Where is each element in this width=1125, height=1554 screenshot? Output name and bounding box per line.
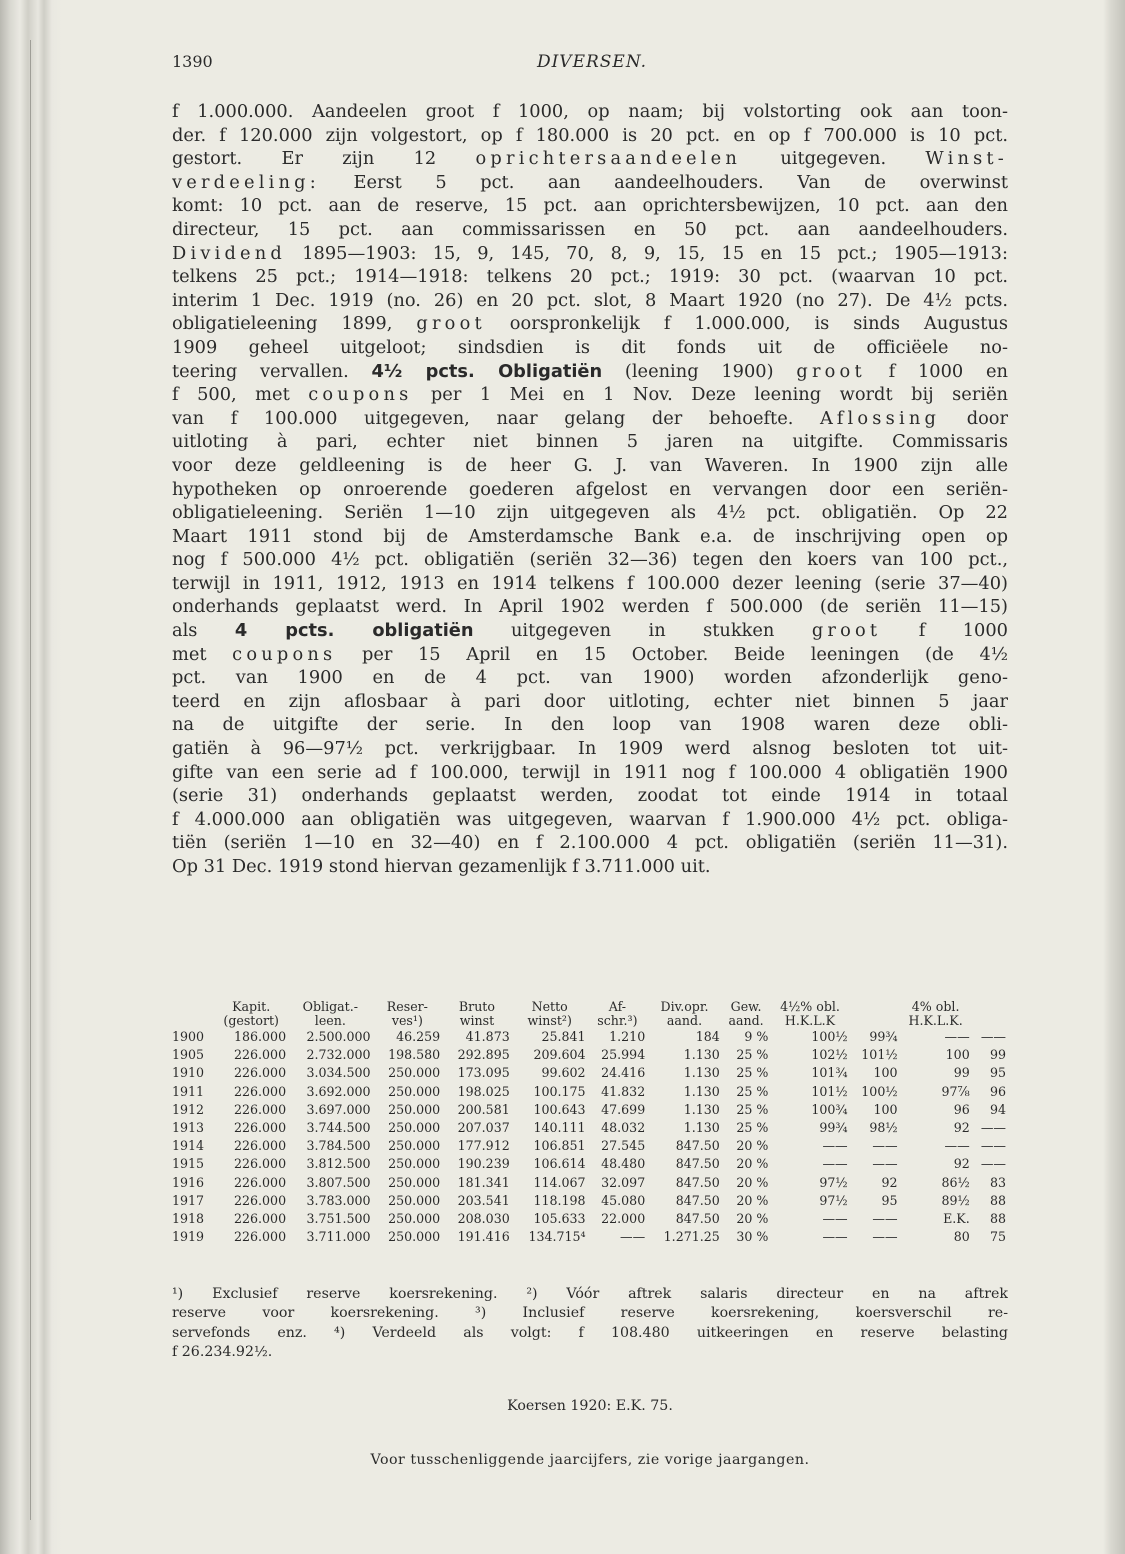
- text-run: f 4.000.000 aan obligatiën was uitgegeven, waarvan f 1.900.000 4½ pct. obliga-: [172, 808, 1008, 830]
- table-cell: 3.034.500: [306, 1065, 371, 1081]
- text-run: teerd en zijn aflosbaar à pari door uitloting, echter niet binnen 5 jaar: [172, 690, 1008, 712]
- table-cell: ——: [822, 1156, 848, 1172]
- text-run: obligatieleening. Seriën 1—10 zijn uitgegeven als 4½ pct. obligatiën. Op 22: [172, 502, 1008, 524]
- table-cell: 100: [945, 1047, 970, 1063]
- bold-term: 4½ pcts. Obligatiën: [371, 360, 603, 382]
- table-row: [172, 1228, 1008, 1246]
- year-cell: 1919: [172, 1229, 205, 1245]
- text-run: terwijl in 1911, 1912, 1913 en 1914 telkens f 100.000 dezer leening (serie 37—40): [172, 572, 1008, 594]
- table-cell: 20 %: [736, 1192, 769, 1208]
- table-cell: 25.841: [541, 1029, 586, 1044]
- table-cell: ——: [872, 1229, 898, 1245]
- text-line: [172, 761, 1008, 785]
- text-run: als: [172, 620, 235, 642]
- table-row: [172, 1083, 1008, 1101]
- year-cell: 1916: [172, 1174, 205, 1190]
- table-cell: 847.50: [675, 1174, 720, 1190]
- table-cell: 102½: [811, 1047, 848, 1063]
- column-header: [172, 1000, 214, 1014]
- table-cell: 20 %: [736, 1156, 769, 1172]
- table-row: [172, 1137, 1008, 1155]
- table-cell: 96: [989, 1083, 1006, 1099]
- column-header: Bruto: [458, 999, 495, 1014]
- table-cell: 1.130: [683, 1120, 720, 1136]
- table-cell: 200.581: [457, 1101, 510, 1117]
- table-cell: 847.50: [675, 1211, 720, 1227]
- year-cell: 1913: [172, 1120, 205, 1136]
- text-run: gatiën à 96—97½ pct. verkrijgbaar. In 1909 werd alsnog besloten tot uit-: [172, 738, 1008, 760]
- table-cell: 1.130: [683, 1083, 720, 1099]
- text-line: [172, 501, 1008, 525]
- column-header: Af-: [608, 999, 627, 1014]
- table-cell: 2.732.000: [306, 1047, 371, 1063]
- text-run: gifte van een serie ad f 100.000, terwijl in 1911 nog f 100.000 4 obligatiën 1900: [172, 761, 1008, 783]
- text-line: [172, 100, 1008, 124]
- table-cell: 114.067: [533, 1174, 586, 1190]
- text-run: obligatieleening 1899,: [172, 313, 417, 335]
- table-cell: 32.097: [601, 1174, 646, 1190]
- text-line: [172, 713, 1008, 737]
- column-header: aand.: [728, 1013, 764, 1028]
- table-cell: 3.697.000: [306, 1101, 371, 1117]
- table-cell: 250.000: [388, 1065, 441, 1081]
- text-line: [172, 666, 1008, 690]
- table-cell: 101½: [811, 1083, 848, 1099]
- text-run: voor deze geldleening is de heer G. J. van Waveren. In 1900 zijn alle: [172, 454, 1008, 476]
- table-cell: 226.000: [234, 1065, 287, 1081]
- spaced-term: coupons: [308, 384, 413, 406]
- table-cell: 89½: [941, 1192, 970, 1208]
- column-header: 4½% obl.: [780, 999, 840, 1014]
- footer-note: Voor tusschenliggende jaarcijfers, zie vorige jaargangen.: [370, 1452, 810, 1468]
- text-line: [172, 548, 1008, 572]
- text-line: [172, 737, 1008, 761]
- table-cell: 292.895: [457, 1047, 510, 1063]
- table-cell: 25 %: [736, 1101, 769, 1117]
- table-cell: 100½: [861, 1083, 898, 1099]
- table-cell: ——: [822, 1138, 848, 1154]
- table-cell: ——: [620, 1229, 646, 1245]
- table-cell: ——: [822, 1211, 848, 1227]
- table-cell: 207.037: [457, 1120, 510, 1136]
- table-cell: 88: [989, 1211, 1006, 1227]
- table-cell: 203.541: [457, 1192, 510, 1208]
- spaced-term: Aflossing: [820, 407, 941, 429]
- text-run: f 1000 en: [865, 360, 1008, 382]
- table-cell: 250.000: [388, 1229, 441, 1245]
- text-run: (serie 31) onderhands geplaatst werden, zoodat tot einde 1914 in totaal: [172, 785, 1008, 807]
- text-line: [172, 147, 1008, 171]
- table-cell: 83: [989, 1174, 1006, 1190]
- table-cell: 1.130: [683, 1101, 720, 1117]
- table-cell: 118.198: [533, 1192, 586, 1208]
- table-cell: 134.715⁴: [528, 1229, 586, 1245]
- table-cell: 99¾: [869, 1029, 898, 1044]
- footnote-line: servefonds enz. ⁴) Verdeeld als volgt: f 108.480 uitkeeringen en reserve belasting: [172, 1324, 1008, 1341]
- table-cell: 25.994: [601, 1047, 646, 1063]
- table-row: [172, 1192, 1008, 1210]
- table-cell: 198.580: [388, 1047, 441, 1063]
- table-cell: 25 %: [736, 1120, 769, 1136]
- table-cell: 181.341: [457, 1174, 510, 1190]
- text-line: [172, 643, 1008, 667]
- page-right-edge: [1103, 0, 1125, 1554]
- text-run: pct. van 1900 en de 4 pct. van 1900) worden afzonderlijk geno-: [172, 667, 1008, 689]
- column-header: winst: [459, 1013, 495, 1028]
- column-header: 4% obl.: [911, 999, 960, 1014]
- table-cell: 20 %: [736, 1174, 769, 1190]
- year-cell: 1914: [172, 1138, 205, 1154]
- table-cell: 100½: [811, 1029, 848, 1044]
- text-run: uitgegeven.: [741, 148, 926, 170]
- table-cell: 173.095: [457, 1065, 510, 1081]
- table-cell: ——: [872, 1156, 898, 1172]
- text-run: directeur, 15 pct. aan commissarissen en 50 pct. aan aandeelhouders.: [172, 218, 1008, 240]
- text-run: gestort. Er zijn 12: [172, 148, 476, 170]
- spaced-term: Dividend: [172, 242, 287, 264]
- table-cell: 250.000: [388, 1101, 441, 1117]
- text-run: teering vervallen.: [172, 360, 372, 382]
- table-cell: ——: [944, 1138, 970, 1154]
- table-cell: 1.271.25: [663, 1229, 720, 1245]
- text-line: [172, 690, 1008, 714]
- column-header: Netto: [531, 999, 568, 1014]
- text-run: nog f 500.000 4½ pct. obligatiën (seriën 32—36) tegen den koers van 100 pct.,: [172, 549, 1008, 571]
- footnotes: [172, 1285, 1008, 1363]
- table-cell: 24.416: [601, 1065, 646, 1081]
- table-header-row: [172, 1000, 1008, 1014]
- table-cell: 80: [953, 1229, 970, 1245]
- column-header: winst²): [527, 1013, 572, 1028]
- table-cell: 847.50: [675, 1138, 720, 1154]
- table-cell: 140.111: [533, 1120, 586, 1136]
- spaced-term: groot: [796, 360, 866, 382]
- table-cell: 100: [873, 1065, 898, 1081]
- table-cell: 250.000: [388, 1211, 441, 1227]
- table-cell: 25 %: [736, 1047, 769, 1063]
- table-cell: 1.130: [683, 1047, 720, 1063]
- column-header: Gew.: [730, 999, 762, 1014]
- table-cell: 250.000: [388, 1083, 441, 1099]
- table-cell: 250.000: [388, 1174, 441, 1190]
- table-cell: ——: [980, 1138, 1006, 1154]
- running-head: DIVERSEN.: [536, 52, 648, 72]
- table-row: [172, 1064, 1008, 1082]
- table-cell: 191.416: [457, 1229, 510, 1245]
- table-cell: 100.643: [533, 1101, 586, 1117]
- column-header: Reser-: [386, 999, 428, 1014]
- text-run: f 1.000.000. Aandeelen groot f 1000, op naam; bij volstorting ook aan toon-: [172, 101, 1008, 122]
- year-cell: 1910: [172, 1065, 205, 1081]
- table-cell: 3.751.500: [306, 1211, 371, 1227]
- table-cell: 847.50: [675, 1156, 720, 1172]
- table-row: [172, 1210, 1008, 1228]
- text-run: komt: 10 pct. aan de reserve, 15 pct. aan oprichtersbewijzen, 10 pct. aan den: [172, 195, 1008, 217]
- text-run: uitloting à pari, echter niet binnen 5 jaren na uitgifte. Commissaris: [172, 431, 1008, 453]
- column-header: Div.opr.: [660, 999, 709, 1014]
- table-cell: 847.50: [675, 1192, 720, 1208]
- table-header-row: [172, 1014, 1008, 1028]
- table-row: [172, 1028, 1008, 1046]
- table-cell: 88: [989, 1192, 1006, 1208]
- text-run: uitgegeven in stukken: [473, 620, 812, 642]
- text-run: Maart 1911 stond bij de Amsterdamsche Bank e.a. de inschrijving open op: [172, 525, 1008, 547]
- text-line: [172, 242, 1008, 266]
- table-cell: 1.210: [609, 1029, 646, 1044]
- text-line: [172, 525, 1008, 549]
- text-run: telkens 25 pct.; 1914—1918: telkens 20 pct.; 1919: 30 pct. (waarvan 10 pct.: [172, 266, 1008, 288]
- table-cell: 250.000: [388, 1156, 441, 1172]
- koersen-line: Koersen 1920: E.K. 75.: [507, 1398, 673, 1414]
- table-cell: 3.744.500: [306, 1120, 371, 1136]
- table-cell: 226.000: [234, 1047, 287, 1063]
- year-cell: 1915: [172, 1156, 205, 1172]
- text-line: [172, 265, 1008, 289]
- text-line: [172, 336, 1008, 360]
- table-cell: 208.030: [457, 1211, 510, 1227]
- text-line: [172, 855, 1008, 879]
- table-cell: 186.000: [234, 1029, 287, 1044]
- text-run: Eerst 5 pct. aan aandeelhouders. Van de overwinst: [319, 171, 1008, 193]
- table-cell: 25 %: [736, 1083, 769, 1099]
- column-header: H.K.L.K: [784, 1013, 836, 1028]
- table-cell: 3.812.500: [306, 1156, 371, 1172]
- text-run: tiën (seriën 1—10 en 32—40) en f 2.100.000 4 pct. obligatiën (seriën 11—31).: [172, 832, 1008, 854]
- table-cell: 20 %: [736, 1138, 769, 1154]
- table-cell: 22.000: [601, 1211, 646, 1227]
- text-run: der. f 120.000 zijn volgestort, op f 180.000 is 20 pct. en op f 700.000 is 10 pct.: [172, 124, 1008, 146]
- table-cell: 3.807.500: [306, 1174, 371, 1190]
- table-cell: 101½: [861, 1047, 898, 1063]
- column-header: [972, 1000, 1008, 1014]
- book-binding-edge: [0, 0, 62, 1554]
- text-line: [172, 360, 1008, 384]
- table-row: [172, 1119, 1008, 1137]
- page-number: 1390: [172, 52, 213, 71]
- table-cell: 250.000: [388, 1138, 441, 1154]
- table-cell: 190.239: [457, 1156, 510, 1172]
- table-cell: 48.032: [601, 1120, 646, 1136]
- year-cell: 1917: [172, 1192, 205, 1208]
- column-header: Kapit.: [232, 999, 271, 1014]
- table-cell: 41.873: [465, 1029, 510, 1044]
- table-cell: ——: [980, 1156, 1006, 1172]
- table-cell: 250.000: [388, 1120, 441, 1136]
- spaced-term: oprichtersaandeelen: [475, 148, 742, 170]
- table-cell: 209.604: [533, 1047, 586, 1063]
- spaced-term: coupons: [232, 643, 337, 665]
- spaced-term: Winst-: [925, 148, 1008, 170]
- column-header: [972, 1014, 1008, 1028]
- text-run: 1909 geheel uitgeloot; sindsdien is dit fonds uit de officiëele no-: [172, 336, 1008, 358]
- table-cell: 3.711.000: [306, 1229, 371, 1245]
- table-row: [172, 1046, 1008, 1064]
- table-cell: 177.912: [457, 1138, 510, 1154]
- text-line: [172, 383, 1008, 407]
- table-cell: 47.699: [601, 1101, 646, 1117]
- bold-term: 4 pcts. obligatiën: [234, 620, 474, 642]
- table-row: [172, 1101, 1008, 1119]
- text-run: per 1 Mei en 1 Nov. Deze leening wordt bij seriën: [412, 384, 1008, 406]
- text-run: met: [172, 643, 233, 665]
- text-line: [172, 312, 1008, 336]
- table-cell: 75: [989, 1229, 1006, 1245]
- column-header: [172, 1014, 214, 1028]
- text-run: f 500, met: [172, 384, 309, 406]
- table-cell: ——: [872, 1138, 898, 1154]
- table-cell: ——: [980, 1029, 1006, 1044]
- table-cell: 99: [953, 1065, 970, 1081]
- table-cell: 25 %: [736, 1065, 769, 1081]
- table-cell: 30 %: [736, 1229, 769, 1245]
- spaced-term: groot: [416, 313, 486, 335]
- text-line: [172, 171, 1008, 195]
- column-header: [850, 1014, 900, 1028]
- table-cell: 100¾: [811, 1101, 848, 1117]
- column-header: Obligat.-: [302, 999, 358, 1014]
- column-header: ves¹): [391, 1013, 423, 1028]
- table-cell: 95: [989, 1065, 1006, 1081]
- table-cell: 184: [695, 1029, 720, 1044]
- year-cell: 1911: [172, 1083, 205, 1099]
- text-run: (leening 1900): [602, 360, 797, 382]
- column-header: schr.³): [597, 1013, 638, 1028]
- text-line: [172, 289, 1008, 313]
- table-cell: 226.000: [234, 1138, 287, 1154]
- table-cell: 250.000: [388, 1192, 441, 1208]
- table-cell: ——: [944, 1029, 970, 1044]
- table-cell: 95: [881, 1192, 898, 1208]
- table-cell: 27.545: [601, 1138, 646, 1154]
- table-cell: 9 %: [744, 1029, 769, 1044]
- table-cell: 3.692.000: [306, 1083, 371, 1099]
- table-cell: ——: [980, 1120, 1006, 1136]
- text-line: [172, 124, 1008, 148]
- text-line: [172, 407, 1008, 431]
- text-run: van f 100.000 uitgegeven, naar gelang der behoefte.: [172, 407, 820, 429]
- text-line: [172, 454, 1008, 478]
- table-cell: 96: [953, 1101, 970, 1117]
- table-cell: 3.784.500: [306, 1138, 371, 1154]
- table-cell: 226.000: [234, 1101, 287, 1117]
- year-cell: 1912: [172, 1101, 205, 1117]
- table-cell: 45.080: [601, 1192, 646, 1208]
- footnote-line: ¹) Exclusief reserve koersrekening. ²) Vóór aftrek salaris directeur en na aftrek: [172, 1286, 1008, 1302]
- table-cell: 99¾: [819, 1120, 848, 1136]
- table-cell: 94: [989, 1101, 1006, 1117]
- text-run: onderhands geplaatst werd. In April 1902 werden f 500.000 (de seriën 11—15): [172, 596, 1008, 618]
- table-row: [172, 1174, 1008, 1192]
- table-cell: 226.000: [234, 1156, 287, 1172]
- table-cell: 98½: [869, 1120, 898, 1136]
- table-cell: ——: [872, 1211, 898, 1227]
- column-header: (gestort): [223, 1013, 279, 1028]
- spaced-term: groot: [811, 620, 882, 642]
- spaced-term: verdeeling:: [172, 171, 320, 193]
- table-cell: 226.000: [234, 1120, 287, 1136]
- table-cell: 92: [953, 1120, 970, 1136]
- text-line: [172, 218, 1008, 242]
- table-cell: 3.783.000: [306, 1192, 371, 1208]
- table-cell: 86½: [941, 1174, 970, 1190]
- table-cell: 20 %: [736, 1211, 769, 1227]
- text-run: Op 31 Dec. 1919 stond hiervan gezamenlijk f 3.711.000 uit.: [172, 856, 711, 877]
- table-cell: 106.614: [533, 1156, 586, 1172]
- text-run: oorspronkelijk f 1.000.000, is sinds Augustus: [485, 313, 1008, 335]
- table-cell: 92: [881, 1174, 898, 1190]
- text-line: [172, 572, 1008, 596]
- table-cell: 46.259: [396, 1029, 441, 1044]
- text-run: per 15 April en 15 October. Beide leeningen (de 4½: [336, 643, 1008, 665]
- body-text: [172, 100, 1008, 879]
- table-cell: 226.000: [234, 1229, 287, 1245]
- footnote-line: f 26.234.92½.: [172, 1344, 273, 1361]
- text-run: door: [940, 407, 1008, 429]
- table-cell: 106.851: [533, 1138, 586, 1154]
- year-cell: 1918: [172, 1211, 205, 1227]
- table-cell: 198.025: [457, 1083, 510, 1099]
- text-line: [172, 831, 1008, 855]
- table-cell: 100: [873, 1101, 898, 1117]
- column-header: aand.: [666, 1013, 703, 1028]
- table-cell: 97½: [819, 1174, 848, 1190]
- table-cell: E.K.: [943, 1211, 970, 1227]
- table-cell: 105.633: [533, 1211, 586, 1227]
- column-header: H.K.L.K.: [908, 1013, 963, 1028]
- table-cell: ——: [822, 1229, 848, 1245]
- table-cell: 97½: [819, 1192, 848, 1208]
- text-run: 1895—1903: 15, 9, 145, 70, 8, 9, 15, 15 en 15 pct.; 1905—1913:: [286, 242, 1008, 264]
- table-cell: 100.175: [533, 1083, 586, 1099]
- text-line: [172, 430, 1008, 454]
- column-header: [850, 1000, 900, 1014]
- text-line: [172, 595, 1008, 619]
- text-line: [172, 808, 1008, 832]
- text-run: interim 1 Dec. 1919 (no. 26) en 20 pct. slot, 8 Maart 1920 (no 27). De 4½ pcts.: [172, 289, 1008, 311]
- text-run: na de uitgifte der serie. In den loop van 1908 waren deze obli-: [172, 714, 1008, 736]
- text-line: [172, 478, 1008, 502]
- page-header: [172, 52, 1012, 78]
- text-line: [172, 194, 1008, 218]
- text-run: hypotheken op onroerende goederen afgelost en vervangen door een seriën-: [172, 478, 1008, 500]
- table-cell: 101¾: [811, 1065, 848, 1081]
- year-cell: 1905: [172, 1047, 205, 1063]
- text-line: [172, 784, 1008, 808]
- table-cell: 226.000: [234, 1083, 287, 1099]
- table-cell: 99: [989, 1047, 1006, 1063]
- table-cell: 1.130: [683, 1065, 720, 1081]
- table-cell: 226.000: [234, 1174, 287, 1190]
- footnote-line: reserve voor koersrekening. ³) Inclusief reserve koersrekening, koersverschil re-: [172, 1305, 1008, 1322]
- table-cell: 92: [953, 1156, 970, 1172]
- table-cell: 2.500.000: [306, 1029, 371, 1044]
- year-cell: 1900: [172, 1029, 205, 1044]
- table-cell: 226.000: [234, 1211, 287, 1227]
- table-cell: 99.602: [541, 1065, 586, 1081]
- table-cell: 226.000: [234, 1192, 287, 1208]
- text-run: f 1000: [881, 620, 1008, 642]
- table-cell: 97⅞: [941, 1083, 970, 1099]
- table-row: [172, 1155, 1008, 1173]
- table-cell: 41.832: [601, 1083, 646, 1099]
- column-header: leen.: [314, 1013, 346, 1028]
- text-line: [172, 619, 1008, 643]
- financial-table: [172, 1000, 1008, 1246]
- table-cell: 48.480: [601, 1156, 646, 1172]
